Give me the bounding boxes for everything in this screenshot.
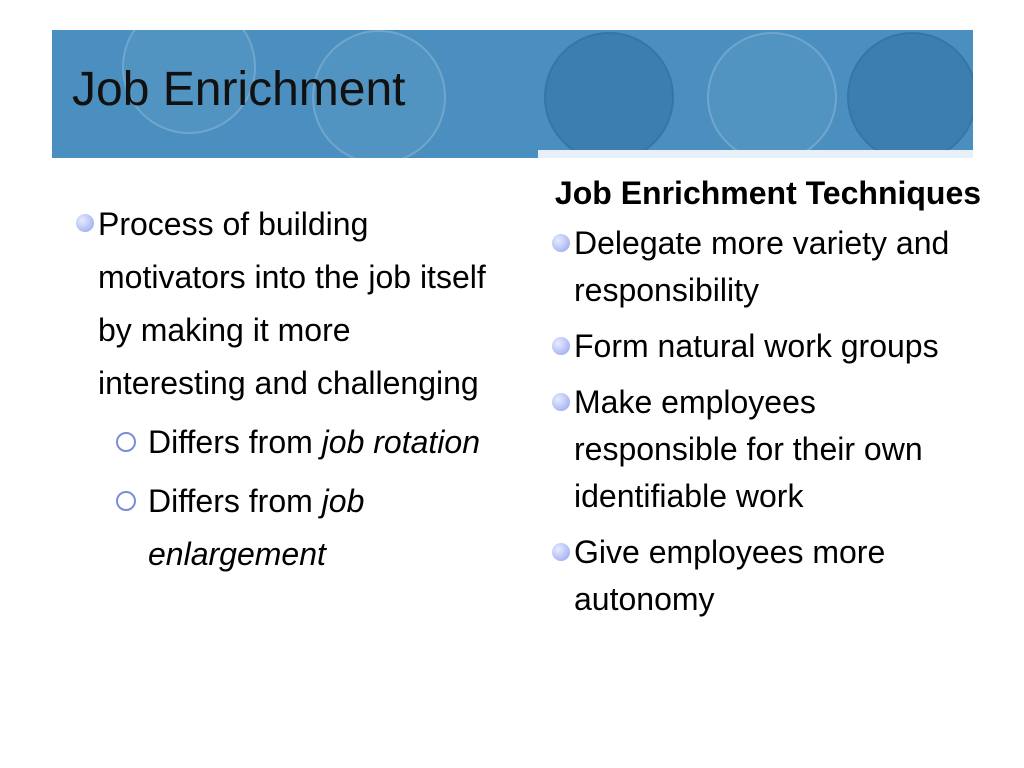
sub-bullet-job-enlargement (110, 475, 502, 581)
technique-item (548, 529, 988, 623)
bullet-icon (552, 393, 570, 411)
technique-item (548, 379, 988, 520)
sub-bullet-emphasis: job enlargement (148, 483, 365, 572)
technique-text: Delegate more variety and responsibility (574, 225, 950, 308)
left-column (72, 198, 502, 581)
bullet-icon (552, 234, 570, 252)
bullet-icon (76, 214, 94, 232)
decorative-circle (847, 32, 973, 158)
accent-strip (538, 150, 973, 158)
hollow-bullet-icon (116, 432, 136, 452)
sub-bullet-emphasis: job rotation (321, 424, 480, 460)
technique-text: Make employees responsible for their own identifiable work (574, 384, 923, 514)
techniques-heading: Job Enrichment Techniques (554, 175, 982, 211)
right-column (548, 170, 988, 632)
hollow-bullet-icon (116, 491, 136, 511)
technique-text: Form natural work groups (574, 328, 939, 364)
main-bullet (72, 198, 502, 410)
technique-item (548, 323, 988, 370)
main-bullet-text: Process of building motivators into the job itself by making it more interesting and challenging (98, 206, 486, 401)
sub-bullet-job-rotation (110, 416, 502, 469)
sub-bullet-prefix: Differs from (148, 483, 322, 519)
slide-title: Job Enrichment (72, 63, 406, 116)
sub-bullet-prefix: Differs from (148, 424, 322, 460)
decorative-circle (707, 32, 837, 158)
decorative-circle (544, 32, 674, 158)
technique-item (548, 220, 988, 314)
bullet-icon (552, 337, 570, 355)
bullet-icon (552, 543, 570, 561)
technique-text: Give employees more autonomy (574, 534, 886, 617)
